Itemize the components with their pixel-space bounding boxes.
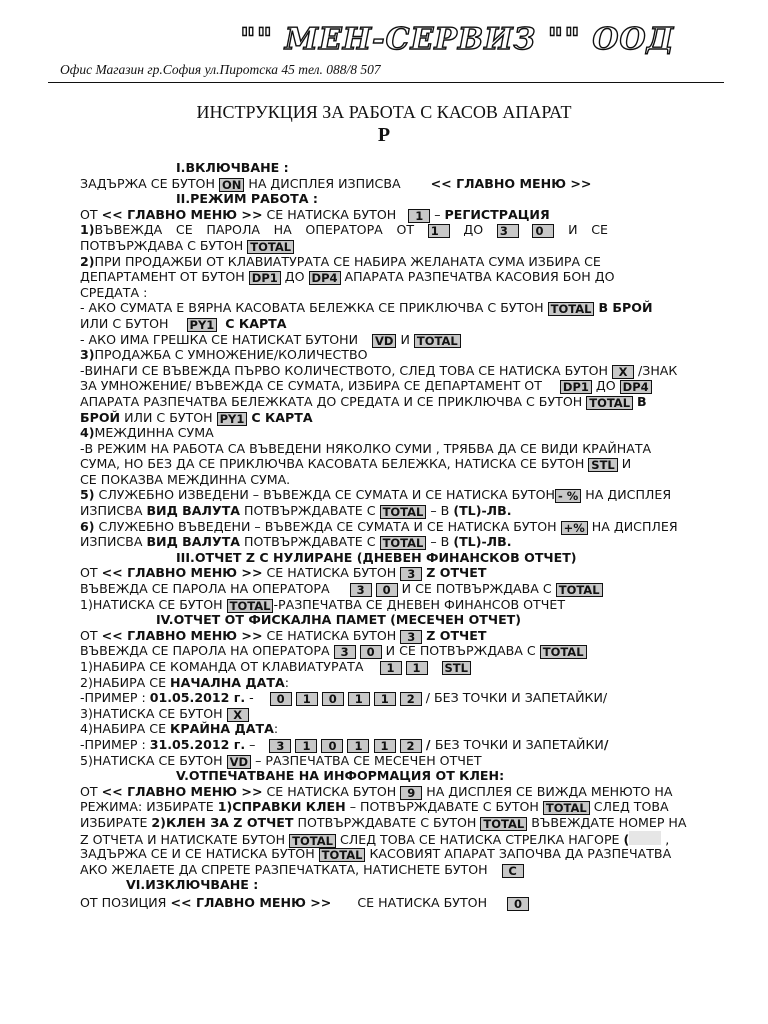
instruction-line: 1)ВЪВЕЖДА СЕ ПАРОЛА НА ОПЕРАТОРА ОТ 1 ДО 3 0 И СЕ xyxy=(80,222,608,239)
key-digit: 2 xyxy=(400,739,422,753)
key-digit: 1 xyxy=(348,692,370,706)
instruction-line: -ПРИМЕР : 01.05.2012 г. - 0 1 0 1 1 2 / БЕЗ ТОЧКИ И ЗАПЕТАЙКИ/ xyxy=(80,690,608,707)
key-digit: 1 xyxy=(296,692,318,706)
key-digit: 0 xyxy=(507,897,529,911)
instruction-line: ЗА УМНОЖЕНИЕ/ ВЪВЕЖДА СЕ СУМАТА, ИЗБИРА СЕ ДЕПАРТАМЕНТ ОТ DP1 ДО DP4 xyxy=(80,378,720,394)
key-plus-percent: +% xyxy=(561,521,588,535)
key-digit: 1 xyxy=(295,739,317,753)
instruction-line: 2)НАБИРА СЕ НАЧАЛНА ДАТА: xyxy=(80,674,289,690)
company-address: Офис Магазин гр.София ул.Пиротска 45 тел. 088/8 507 xyxy=(60,62,381,77)
instruction-line: - АКО ИМА ГРЕШКА СЕ НАТИСКАТ БУТОНИ VD И TOTAL xyxy=(80,332,720,348)
section-heading-z-report: III.ОТЧЕТ Z С НУЛИРАНЕ (ДНЕВЕН ФИНАНСКОВ ОТЧЕТ) xyxy=(176,549,577,565)
document-subtitle: P xyxy=(377,124,391,146)
instruction-line: 2)ПРИ ПРОДАЖБИ ОТ КЛАВИАТУРАТА СЕ НАБИРА ЖЕЛАНАТА СУМА ИЗБИРА СЕ xyxy=(80,253,601,269)
key-digit: 3 xyxy=(497,224,519,238)
key-minus-percent: - % xyxy=(555,489,581,503)
key-x: X xyxy=(227,708,249,722)
key-digit: 1 xyxy=(374,692,396,706)
arrow-up-key-placeholder xyxy=(629,831,661,845)
key-digit: 9 xyxy=(400,786,422,800)
key-digit: 3 xyxy=(350,583,372,597)
key-digit: 0 xyxy=(376,583,398,597)
key-digit: 0 xyxy=(321,739,343,753)
key-digit: 0 xyxy=(322,692,344,706)
key-total: TOTAL xyxy=(319,848,366,862)
instruction-line: ЗАДЪРЖА СЕ И СЕ НАТИСКА БУТОН TOTAL КАСОВИЯТ АПАРАТ ЗАПОЧВА ДА РАЗПЕЧАТВА xyxy=(80,846,672,863)
header-divider xyxy=(48,82,724,83)
key-total: TOTAL xyxy=(548,302,595,316)
instruction-line: - АКО СУМАТА Е ВЯРНА КАСОВАТА БЕЛЕЖКА СЕ ПРИКЛЮЧВА С БУТОН TOTAL В БРОЙ xyxy=(80,300,653,317)
instruction-line: СЕ ПОКАЗВА МЕЖДИННА СУМА. xyxy=(80,471,291,487)
instruction-line: ИЛИ С БУТОН PY1 С КАРТА xyxy=(80,315,287,332)
key-digit: 1 xyxy=(374,739,396,753)
key-total: TOTAL xyxy=(540,645,587,659)
key-digit: 1 xyxy=(380,661,402,675)
key-digit: 3 xyxy=(400,630,422,644)
key-total: TOTAL xyxy=(289,834,336,848)
key-vd: VD xyxy=(227,755,251,769)
instruction-line: ИЗБИРАТЕ 2)КЛЕН ЗА Z ОТЧЕТ ПОТВЪРЖДАВАТЕ С БУТОН TOTAL ВЪВЕЖДАТЕ НОМЕР НА xyxy=(80,814,687,831)
key-digit: 2 xyxy=(400,692,422,706)
key-total: TOTAL xyxy=(380,536,427,550)
instruction-line: ОТ << ГЛАВНО МЕНЮ >> СЕ НАТИСКА БУТОН 9 НА ДИСПЛЕЯ СЕ ВИЖДА МЕНЮТО НА xyxy=(80,783,673,800)
instruction-line: 5)НАТИСКА СЕ БУТОН VD – РАЗПЕЧАТВА СЕ МЕСЕЧЕН ОТЧЕТ xyxy=(80,752,482,769)
instructions-body xyxy=(80,160,720,911)
instruction-line: 6) СЛУЖЕБНО ВЪВЕДЕНИ – ВЪВЕЖДА СЕ СУМАТА И СЕ НАТИСКА БУТОН +% НА ДИСПЛЕЯ xyxy=(80,518,678,535)
key-on: ON xyxy=(219,178,244,192)
section-heading-fiscal-memory: IV.ОТЧЕТ ОТ ФИСКАЛНА ПАМЕТ (МЕСЕЧЕН ОТЧЕТ) xyxy=(156,612,522,628)
instruction-line: ОТ << ГЛАВНО МЕНЮ >> СЕ НАТИСКА БУТОН 3 Z ОТЧЕТ xyxy=(80,565,487,582)
instruction-line: 3)ПРОДАЖБА С УМНОЖЕНИЕ/КОЛИЧЕСТВО xyxy=(80,347,368,363)
key-total: TOTAL xyxy=(247,240,294,254)
instruction-line: АКО ЖЕЛАЕТЕ ДА СПРЕТЕ РАЗПЕЧАТКАТА, НАТИСНЕТЕ БУТОН C xyxy=(80,862,720,878)
key-digit: 0 xyxy=(360,645,382,659)
instruction-line: БРОЙ ИЛИ С БУТОН PY1 С КАРТА xyxy=(80,409,313,426)
key-py1: PY1 xyxy=(187,318,218,332)
key-stl: STL xyxy=(442,661,471,675)
instruction-line: ЗАДЪРЖА СЕ БУТОН ON НА ДИСПЛЕЯ ИЗПИСВА << ГЛАВНО МЕНЮ >> xyxy=(80,175,592,192)
instruction-line: 1)НАБИРА СЕ КОМАНДА ОТ КЛАВИАТУРАТА 1 1 STL xyxy=(80,659,720,675)
key-digit: 1 xyxy=(408,209,430,223)
key-digit: 3 xyxy=(334,645,356,659)
instruction-line: РЕЖИМА: ИЗБИРАТЕ 1)СПРАВКИ КЛЕН – ПОТВЪРЖДАВАТЕ С БУТОН TOTAL СЛЕД ТОВА xyxy=(80,799,669,816)
instruction-line: ВЪВЕЖДА СЕ ПАРОЛА НА ОПЕРАТОРА 3 0 И СЕ ПОТВЪРЖДАВА С TOTAL xyxy=(80,581,720,597)
instruction-line: ИЗПИСВА ВИД ВАЛУТА ПОТВЪРЖДАВАТЕ С TOTAL – В (TL)-ЛВ. xyxy=(80,534,512,551)
instruction-line: -ПРИМЕР : 31.05.2012 г. – 3 1 0 1 1 2 / БЕЗ ТОЧКИ И ЗАПЕТАЙКИ/ xyxy=(80,736,609,753)
instruction-line: 5) СЛУЖЕБНО ИЗВЕДЕНИ – ВЪВЕЖДА СЕ СУМАТА И СЕ НАТИСКА БУТОН - % НА ДИСПЛЕЯ xyxy=(80,487,672,504)
instruction-line: ОТ << ГЛАВНО МЕНЮ >> СЕ НАТИСКА БУТОН 1 – РЕГИСТРАЦИЯ xyxy=(80,206,550,223)
instruction-line: Z ОТЧЕТА И НАТИСКАТЕ БУТОН TOTAL СЛЕД ТОВА СЕ НАТИСКА СТРЕЛКА НАГОРЕ ( , xyxy=(80,831,670,848)
key-py1: PY1 xyxy=(217,412,248,426)
company-name: "" МЕН-СЕРВИЗ "" ООД xyxy=(240,22,675,57)
instruction-line: -ВИНАГИ СЕ ВЪВЕЖДА ПЪРВО КОЛИЧЕСТВОТО, СЛЕД ТОВА СЕ НАТИСКА БУТОН X /ЗНАК xyxy=(80,362,678,379)
section-heading-klen: V.ОТПЕЧАТВАНЕ НА ИНФОРМАЦИЯ ОТ КЛЕН: xyxy=(176,768,505,784)
key-total: TOTAL xyxy=(480,817,527,831)
section-heading-work-mode: II.РЕЖИМ РАБОТА : xyxy=(176,191,318,207)
instruction-line: ДЕПАРТАМЕНТ ОТ БУТОН DP1 ДО DP4 АПАРАТА РАЗПЕЧАТВА КАСОВИЯ БОН ДО xyxy=(80,269,615,286)
key-digit: 3 xyxy=(269,739,291,753)
key-dp1: DP1 xyxy=(249,271,281,285)
key-dp4: DP4 xyxy=(309,271,341,285)
instruction-line: ВЪВЕЖДА СЕ ПАРОЛА НА ОПЕРАТОРА 3 0 И СЕ ПОТВЪРЖДАВА С TOTAL xyxy=(80,643,720,659)
instruction-line: СУМА, НО БЕЗ ДА СЕ ПРИКЛЮЧВА КАСОВАТА БЕЛЕЖКА, НАТИСКА СЕ БУТОН STL И xyxy=(80,456,632,473)
instruction-line: 1)НАТИСКА СЕ БУТОН TOTAL -РАЗПЕЧАТВА СЕ ДНЕВЕН ФИНАНСОВ ОТЧЕТ xyxy=(80,596,566,613)
key-stl: STL xyxy=(588,458,617,472)
key-vd: VD xyxy=(372,334,396,348)
key-c: C xyxy=(502,864,524,878)
instruction-line: ПОТВЪРЖДАВА С БУТОН TOTAL xyxy=(80,238,720,254)
instruction-line: АПАРАТА РАЗПЕЧАТВА БЕЛЕЖКАТА ДО СРЕДАТА И СЕ ПРИКЛЮЧВА С БУТОН TOTAL В xyxy=(80,393,647,410)
key-digit: 1 xyxy=(347,739,369,753)
key-total: TOTAL xyxy=(586,396,633,410)
instruction-line: ОТ << ГЛАВНО МЕНЮ >> СЕ НАТИСКА БУТОН 3 Z ОТЧЕТ xyxy=(80,627,487,644)
instruction-line: -В РЕЖИМ НА РАБОТА СА ВЪВЕДЕНИ НЯКОЛКО СУМИ , ТРЯБВА ДА СЕ ВИДИ КРАЙНАТА xyxy=(80,440,652,456)
key-total: TOTAL xyxy=(543,801,590,815)
key-total: TOTAL xyxy=(556,583,603,597)
key-dp1: DP1 xyxy=(560,380,592,394)
key-digit: 0 xyxy=(532,224,554,238)
section-heading-power-on: I.ВКЛЮЧВАНЕ : xyxy=(176,160,289,175)
key-digit: 1 xyxy=(428,224,450,238)
key-total: TOTAL xyxy=(414,334,461,348)
section-heading-power-off: VI.ИЗКЛЮЧВАНЕ : xyxy=(126,877,259,893)
instruction-line: 4)МЕЖДИННА СУМА xyxy=(80,425,214,441)
key-multiply-x: X xyxy=(612,365,634,379)
key-total: TOTAL xyxy=(227,599,274,613)
key-total: TOTAL xyxy=(380,505,427,519)
instruction-line: 4)НАБИРА СЕ КРАЙНА ДАТА: xyxy=(80,721,279,737)
key-digit: 1 xyxy=(406,661,428,675)
instruction-line: СРЕДАТА : xyxy=(80,284,148,300)
key-dp4: DP4 xyxy=(620,380,652,394)
instruction-line: 3)НАТИСКА СЕ БУТОН X xyxy=(80,706,720,722)
instruction-line: ИЗПИСВА ВИД ВАЛУТА ПОТВЪРЖДАВАТЕ С TOTAL – В (TL)-ЛВ. xyxy=(80,503,512,520)
key-digit: 3 xyxy=(400,567,422,581)
key-digit: 0 xyxy=(270,692,292,706)
instruction-line: ОТ ПОЗИЦИЯ << ГЛАВНО МЕНЮ >> СЕ НАТИСКА БУТОН 0 xyxy=(80,895,720,911)
document-title: ИНСТРУКЦИЯ ЗА РАБОТА С КАСОВ АПАРАТ xyxy=(196,102,572,122)
